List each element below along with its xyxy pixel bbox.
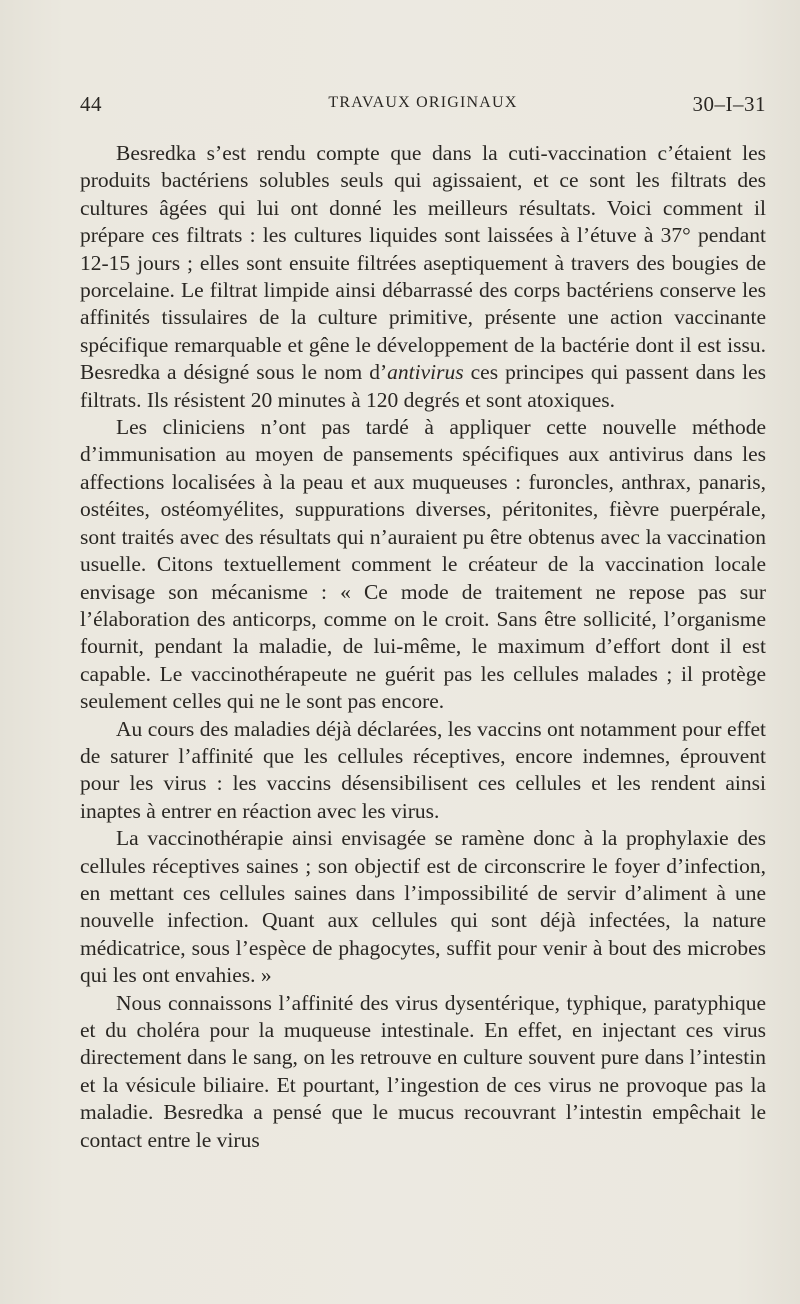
paragraph-2: Les cliniciens n’ont pas tardé à appliquer cette nouvelle méthode d’immunisation au moyen de pansements spécifiques aux antivirus dans les affections localisées à la peau et aux muqueuses : furoncles, anthrax, panaris, ostéites, ostéomyélites, suppurations diverses, péritonites, fièvre puerpérale, sont traités avec des résultats qui n’auraient pu être obtenus avec la vaccination usuelle. Citons textuellement comment le créateur de la vaccination locale envisage son mécanisme : « Ce mode de traitement ne repose pas sur l’élaboration des anticorps, comme on le croit. Sans être sollicité, l’organisme fournit, pendant la maladie, de lui-même, le maximum d’effort dont il est capable. Le vaccinothérapeute ne guérit pas les cellules malades ; il protège seulement celles qui ne le sont pas encore.	[80, 415, 766, 714]
italic-term-antivirus: antivirus	[387, 360, 464, 385]
article-body	[80, 140, 766, 1154]
issue-date: 30–I–31	[692, 92, 766, 116]
paragraph-1	[80, 140, 766, 414]
section-title: TRAVAUX ORIGINAUX	[328, 94, 518, 111]
paragraph-4: La vaccinothérapie ainsi envisagée se ramène donc à la prophylaxie des cellules réceptives saines ; son objectif est de circonscrire le foyer d’infection, en mettant ces cellules saines dans l’impossibilité de servir d’aliment à une nouvelle infection. Quant aux cellules qui sont déjà infectées, la nature médicatrice, sous l’espèce de phagocytes, suffit pour venir à bout des microbes qui les ont envahies. »	[80, 826, 766, 988]
paragraph-3: Au cours des maladies déjà déclarées, les vaccins ont notamment pour effet de saturer l’affinité que les cellules réceptives, encore indemnes, éprouvent pour les virus : les vaccins désensibilisent ces cellules et les rendent ainsi inaptes à entrer en réaction avec les virus.	[80, 716, 766, 823]
running-head	[80, 92, 766, 122]
page-number: 44	[80, 92, 102, 116]
paragraph-5: Nous connaissons l’affinité des virus dysentérique, typhique, paratyphique et du choléra pour la muqueuse intestinale. En effet, en injectant ces virus directement dans le sang, on les retrouve en culture souvent pure dans l’intestin et la vésicule biliaire. Et pourtant, l’ingestion de ces virus ne provoque pas la maladie. Besredka a pensé que le mucus recouvrant l’intestin empêchait le contact entre le virus	[80, 990, 766, 1152]
paragraph-1-text-start: Besredka s’est rendu compte que dans la cuti-vaccination c’étaient les produits bactériens solubles seuls qui agissaient, et ce sont les filtrats des cultures âgées qui lui ont donné les meilleurs résultats. Voici comment il prépare ces filtrats : les cultures liquides sont laissées à l’étuve à 37° pendant 12-15 jours ; elles sont ensuite filtrées aseptiquement à travers des bougies de porcelaine. Le filtrat limpide ainsi débarrassé des corps bactériens conserve les affinités tissulaires de la culture primitive, présente une action vaccinante spécifique remarquable et gêne le développement de la bactérie dont il est issu. Besredka a désigné sous le nom d’	[80, 141, 766, 385]
paragraph-1-text-end: ces principes qui passent dans les filtrats. Ils résistent 20 minutes à 120 degrés et sont atoxiques.	[80, 360, 766, 412]
